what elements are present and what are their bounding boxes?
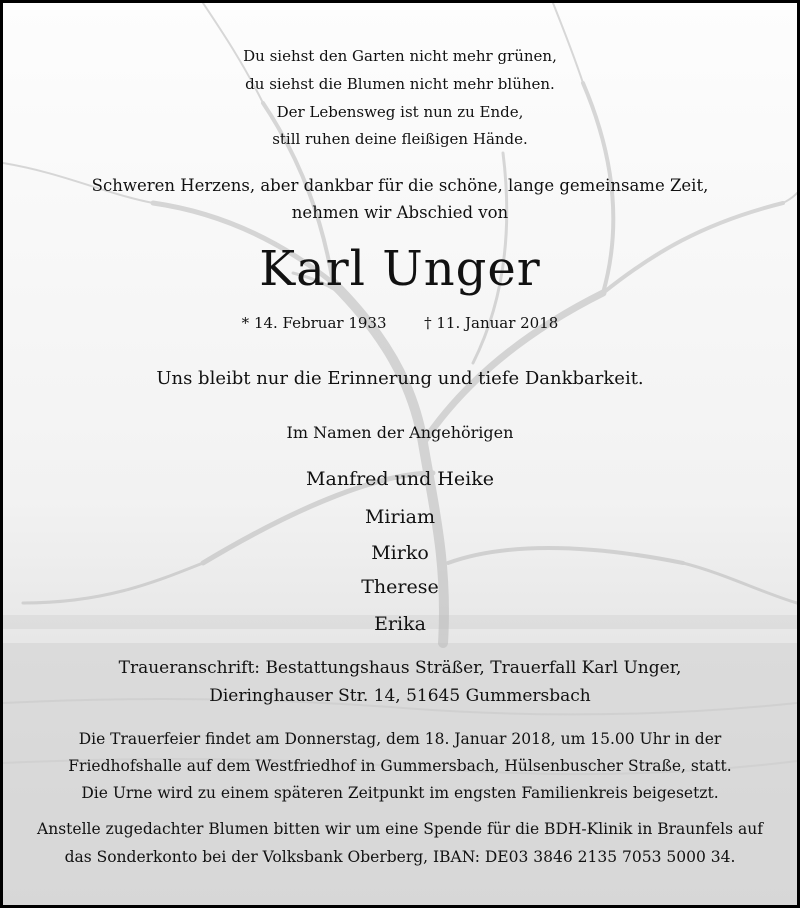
birth-symbol: * (241, 314, 250, 332)
service-line: Die Urne wird zu einem späteren Zeitpunkt im engsten Familienkreis beigesetzt. (81, 784, 719, 802)
family-member: Mirko (371, 542, 429, 564)
family-member: Therese (361, 576, 439, 598)
family-member: Miriam (364, 506, 436, 528)
family-member: Manfred und Heike (306, 468, 494, 490)
deceased-name: Karl Unger (259, 241, 541, 297)
intro-line: nehmen wir Abschied von (291, 203, 509, 222)
death-date: 11. Januar 2018 (436, 314, 559, 332)
service-line: Die Trauerfeier findet am Donnerstag, dem 18. Januar 2018, um 15.00 Uhr in der (78, 730, 722, 748)
donation-line: das Sonderkonto bei der Volksbank Oberberg, IBAN: DE03 3846 2135 7053 5000 34. (64, 848, 736, 866)
notice-text (3, 3, 797, 905)
address-line: Traueranschrift: Bestattungshaus Sträßer, Trauerfall Karl Unger, (118, 658, 682, 678)
behalf-line: Im Namen der Angehörigen (286, 423, 514, 442)
life-dates (3, 314, 797, 332)
poem-line: du siehst die Blumen nicht mehr blühen. (245, 75, 555, 93)
closing-line: Uns bleibt nur die Erinnerung und tiefe Dankbarkeit. (156, 368, 644, 389)
birth-date: 14. Februar 1933 (253, 314, 387, 332)
poem-line: Der Lebensweg ist nun zu Ende, (276, 103, 524, 121)
address-line: Dieringhauser Str. 14, 51645 Gummersbach (209, 686, 591, 706)
donation-line: Anstelle zugedachter Blumen bitten wir um eine Spende für die BDH-Klinik in Braunfels auf (37, 820, 763, 838)
service-line: Friedhofshalle auf dem Westfriedhof in Gummersbach, Hülsenbuscher Straße, statt. (68, 757, 732, 775)
poem-line: still ruhen deine fleißigen Hände. (272, 130, 528, 148)
intro-line: Schweren Herzens, aber dankbar für die schöne, lange gemeinsame Zeit, (91, 176, 709, 195)
poem-line: Du siehst den Garten nicht mehr grünen, (243, 47, 557, 65)
death-symbol: † (424, 314, 432, 332)
family-member: Erika (374, 613, 426, 635)
